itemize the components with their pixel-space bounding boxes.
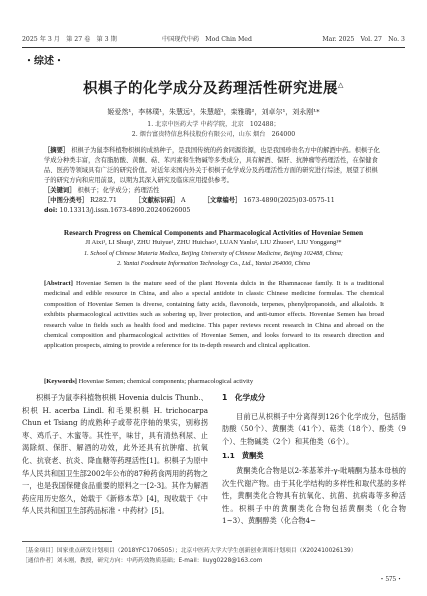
english-keywords-label: [Keywords]	[44, 378, 77, 385]
english-title: Research Progress on Chemical Components and Pharmacological Activities of Hoveniae Semen	[63, 228, 364, 237]
english-affiliation-1: 1. School of Chinese Materia Medica, Beijing University of Chinese Medicine, Beijing 102488, China;	[84, 250, 343, 257]
doc-code-value: A	[180, 197, 186, 204]
clc-value: R282.71	[90, 197, 117, 204]
funding-note	[22, 545, 357, 554]
article-number-value: 1673-4890(2025)03-0575-11	[243, 197, 335, 204]
classification-line	[44, 196, 384, 206]
chinese-abstract-label: ［摘要］	[44, 147, 70, 154]
header-left: 2025 年 3 月 第 27 卷 第 3 期	[22, 36, 117, 43]
english-abstract-label: [Abstract]	[44, 280, 73, 287]
title-footnote-mark: △	[338, 81, 344, 90]
body-column-right	[222, 392, 406, 528]
clc-label: ［中图分类号］	[44, 197, 89, 204]
english-keywords	[44, 378, 384, 385]
doc-code-label: ［文献标识码］	[134, 197, 179, 204]
corresponding-author-note	[22, 555, 262, 564]
funding-text: 国家重点研发计划项目（2018YFC1706505）；北京中医药大学大学生创新创业训练计划项目（X202410026139）	[56, 548, 357, 554]
chinese-keywords-text: 枳椇子；化学成分；药理活性	[77, 187, 160, 194]
footnote-rule	[22, 541, 112, 542]
chinese-abstract-text: 枳椇子为鼠李科植物枳椇的成熟种子，是我国传统的药食同源资源，也是我国珍贵名方中的解酒中药。枳椇子化学成分种类丰富，含有脂肪酸、黄酮、萜、苯丙素和生物碱等多类成分，具有解酒、保肝、抗肿瘤等药理活性，在保健食品、医药等领域具有广泛的研究价值。对近年来国内外关于枳椇子化学成分及药理活性方面的研究进行综述，展望了枳椇子的研究方向和应用前景，以期为其深入研究及临床应用提供参考。	[44, 147, 380, 184]
flavonoids-paragraph: 黄酮类化合物是以2-苯基苯并-γ-吡喃酮为基本母核的次生代谢产物。由于其化学结构的多样性和取代基的多样性，黄酮类化合物具有抗氧化、抗菌、抗病毒等多种活性。枳椇子中的黄酮类化合物包括黄酮类（化合物1~3）、黄酮醇类（化合物4~	[222, 465, 406, 526]
header-right: Mar. 2025 Vol. 27 No. 3	[322, 36, 405, 43]
author-list: 姬爱然¹，李林璞¹，朱慧远¹，朱慧超¹，栾雅璐²，刘卓尔¹，刘永刚¹*	[107, 108, 320, 116]
english-authors: JI Aixi¹, LI Shuqi¹, ZHU Huiyue¹, ZHU Huichao¹, LUAN Yanlu², LIU Zhuoer¹, LIU Yonggang¹*	[85, 239, 342, 246]
running-header	[22, 34, 405, 46]
chinese-abstract	[44, 146, 384, 186]
chinese-keywords	[44, 186, 384, 196]
chinese-keywords-label: ［关键词］	[44, 187, 76, 194]
section-tag: ・综述・	[24, 56, 64, 67]
english-keywords-text: Hoveniae Semen; chemical components; pharmacological activity	[78, 378, 254, 385]
chemistry-paragraph: 目前已从枳椇子中分离得到126个化学成分，包括脂肪酸（50个）、黄酮类（41个）、萜类（18个）、酚类（9个）、生物碱类（2个）和其他类（6个）。	[222, 411, 406, 446]
funding-label: ［基金项目］	[22, 548, 57, 554]
english-abstract	[44, 279, 384, 352]
header-rule	[22, 47, 405, 48]
page-number: ・575・	[378, 575, 403, 583]
english-abstract-text: Hoveniae Semen is the mature seed of the plant Hovenia dulcis in the Rhamnaceae family. It is a traditional medicinal and edible resource in China, and also a special antidote in classic Chinese medicine formulas. The chemical composition of Hoveniae Semen is diverse, containing fatty acids, flavonoids, terpenes, phenylpropanoids, and alkaloids. It exhibits pharmacological activities such as sobering up, liver protection, and anti-tumor effects. Hoveniae Semen has broad research value in fields such as health food and medicine. This paper reviews recent research in China and abroad on the chemical composition and pharmacological activities of Hoveniae Semen, and looks forward to its research direction and application prospects, aiming to provide a reference for its in-depth research and clinical application.	[44, 280, 384, 350]
doi-label: doi:	[44, 207, 58, 214]
header-center: 中国现代中药 Mod Chin Med	[162, 36, 252, 43]
article-title-text: 枳椇子的化学成分及药理活性研究进展	[83, 81, 339, 97]
corresponding-author-label: ［通信作者］	[22, 558, 57, 564]
article-title	[0, 77, 427, 98]
affiliation-2: 2. 烟台富贵特信息科技股份有限公司，山东 烟台 264000	[131, 131, 296, 138]
subsection-heading-flavonoids: 1.1 黄酮类	[222, 451, 264, 461]
body-column-left	[22, 392, 208, 518]
doi-value: 10.13313/j.issn.1673-4890.20240626005	[59, 207, 191, 214]
english-affiliation-2: 2. Yantai Foodmate Information Technology Co., Ltd., Yantai 264000, China	[117, 260, 310, 267]
affiliation-1: 1. 北京中医药大学 中药学院，北京 102488；	[147, 121, 280, 128]
chinese-abstract-block	[44, 146, 384, 216]
section-heading-chemistry: 1 化学成分	[222, 393, 266, 402]
article-number-label: ［文章编号］	[203, 197, 242, 204]
intro-paragraph: 枳椇子为鼠李科植物枳椇 Hovenia dulcis Thunb.、枳枳 H. acerba Lindl. 和毛果枳椇 H. trichocarpa Chun et Tsiang 的成熟种子或带花序轴的果实，别称拐枣、鸡爪子、木蜜等。其性平，味甘，具有清热利尿、止渴除烦、保肝、解酒的功效，此外还具有抗肿瘤、抗氧化、抗衰老、抗炎、降血糖等药理活性[1]。枳椇子为原中华人民共和国卫生部2002年公布的87种药食两用的药物之一，也是我国保健食品重要的原料之一[2-3]。其作为解酒药应用历史悠久，始载于《新修本草》[4]，现收载于《中华人民共和国卫生部药品标准・中药材》[5]。	[22, 393, 208, 516]
corresponding-author-text: 刘永刚，教授，研究方向：中药药效物质基础；E-mail：liuyg0228@163.com	[56, 558, 263, 564]
doi-line	[44, 206, 384, 216]
